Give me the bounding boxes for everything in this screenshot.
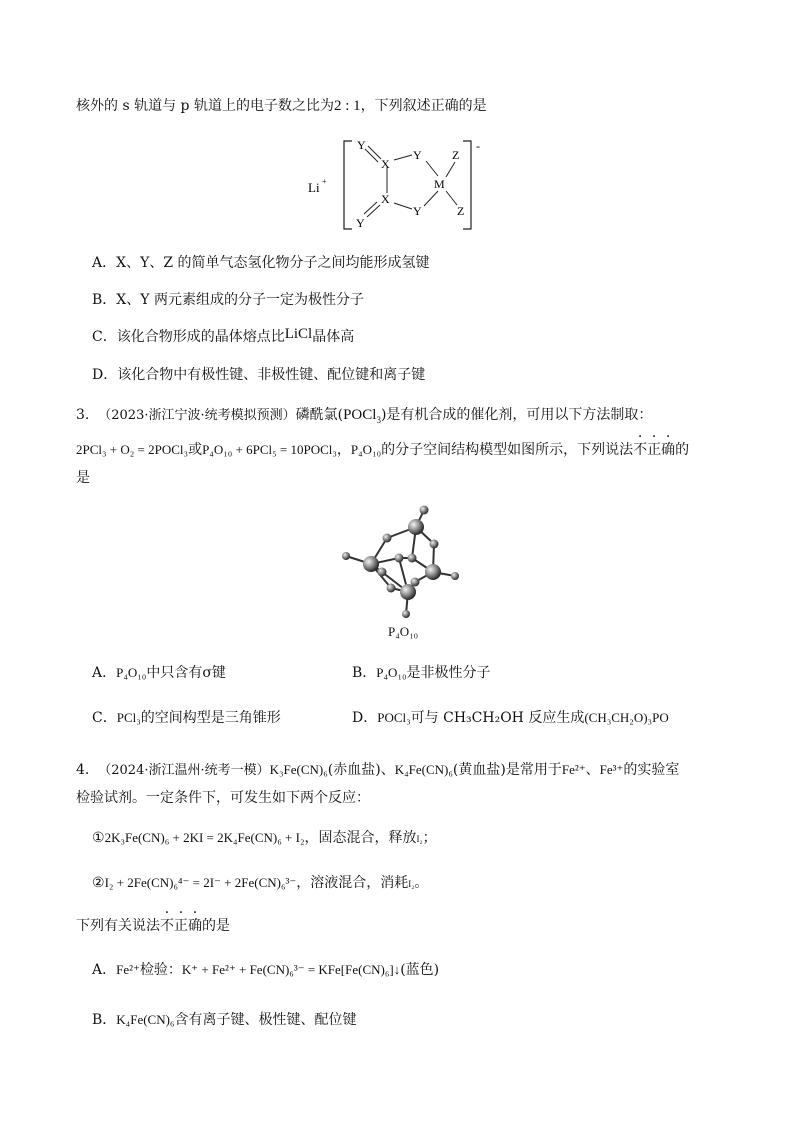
- q4-ion-2: Fe³⁺: [599, 762, 624, 777]
- option-formula: PCl₃: [116, 710, 141, 725]
- q2-stem-text: 核外的 s 轨道与 p 轨道上的电子数之比为: [76, 98, 334, 114]
- q4-number: 4.: [76, 762, 90, 778]
- atom-z1: Z: [452, 148, 460, 162]
- oxygen-atoms: [342, 506, 459, 619]
- bond-y-m: [426, 161, 438, 176]
- q3-or: 或: [188, 442, 203, 458]
- q4-formula-2: K₄Fe(CN)₆: [394, 762, 453, 777]
- q3-option-b[interactable]: [352, 663, 491, 683]
- option-text: 含有离子键、极性键、配位键: [174, 1012, 357, 1028]
- atom-x1: X: [381, 157, 390, 171]
- q3-intro-sub: 3: [376, 414, 381, 425]
- q4-line2: 检验试剂。一定条件下，可发生如下两个反应：: [76, 790, 370, 806]
- bond-y-m2: [424, 191, 438, 206]
- bond-x1-y: [394, 155, 412, 160]
- q2-structure-diagram: [0, 135, 800, 245]
- bond-x2-y: [394, 203, 412, 209]
- emph-char: 不: [633, 442, 648, 458]
- emph-char: 确: [188, 918, 202, 934]
- option-key: A．: [92, 962, 117, 978]
- emph-char: 正: [647, 442, 662, 458]
- option-text: 该化合物形成的晶体熔点比: [116, 329, 285, 345]
- option-formula: POCl₃: [377, 710, 411, 725]
- reaction-text: ，溶液混合，消耗: [296, 875, 409, 891]
- option-formula: P₄O₁₀: [376, 665, 407, 680]
- option-text: X、Y 两元素组成的分子一定为极性分子: [116, 292, 364, 308]
- option-key: D．: [92, 367, 118, 383]
- atom-y3: Y: [413, 204, 422, 218]
- option-text: 该化合物中有极性键、非极性键、配位键和离子键: [117, 367, 426, 383]
- reaction-number: ①: [92, 830, 105, 846]
- formula-licl: LiCl: [284, 326, 313, 342]
- atom-x2: X: [381, 192, 390, 206]
- atom-y1: Y: [357, 138, 366, 152]
- left-bracket: [344, 141, 352, 229]
- option-text: 可与 CH₃CH₂OH 反应生成: [410, 710, 585, 726]
- q4-name-3: 的实验室: [623, 762, 680, 778]
- option-key: B．: [92, 1012, 117, 1028]
- bond-m-z1: [446, 162, 455, 177]
- option-key: B．: [352, 665, 377, 681]
- q3-option-d[interactable]: [352, 708, 669, 728]
- option-text-after: 晶体高: [312, 329, 355, 345]
- q4-sep: 、: [585, 762, 600, 778]
- option-text: X、Y、Z 的简单气态氢化物分子之间均能形成氢键: [116, 255, 430, 271]
- q4-name-1: (赤血盐)、: [327, 762, 395, 778]
- q3-line2-end: 的: [675, 442, 690, 458]
- q3-header: [76, 405, 652, 430]
- q3-equation-2: P₄O₁₀ + 6PCl₅ = 10POCl₃: [202, 442, 337, 457]
- q4-source: （2024·浙江温州·统考一模）: [98, 763, 270, 778]
- option-formula: K₄Fe(CN)₆: [116, 1012, 175, 1027]
- reaction-equation: 2K₃Fe(CN)₆ + 2KI = 2K₄Fe(CN)₆ + I₂: [104, 830, 305, 845]
- atom-m: M: [434, 177, 445, 191]
- reaction-text: ，固态混合，释放: [304, 830, 417, 846]
- q3-equation-1: 2PCl₃ + O₂ = 2POCl₃: [76, 442, 189, 457]
- q4-reaction-1: [92, 828, 437, 849]
- reaction-tail: I₂: [416, 834, 423, 844]
- figure-caption: P₄O₁₀: [388, 624, 419, 639]
- q3-intro-formula: POCl: [343, 407, 377, 423]
- q4-reaction-2: [92, 873, 428, 894]
- q2-option-a[interactable]: [92, 253, 430, 273]
- option-note: (蓝色): [400, 962, 440, 978]
- q4-formula-1: K₃Fe(CN)₆: [269, 762, 328, 777]
- option-formula: P₄O₁₀: [116, 665, 147, 680]
- p4o10-molecule-model: [335, 500, 475, 620]
- atom-z2: Z: [457, 204, 465, 218]
- emph-char: 确: [661, 442, 676, 458]
- q4-header: [76, 760, 679, 781]
- q4-ask-end: 的是: [202, 918, 230, 934]
- q4-option-b[interactable]: [92, 1010, 356, 1030]
- bond-y-x2-b: [364, 202, 377, 214]
- option-formula-2: (CH₃CH₂O)₃PO: [584, 710, 669, 725]
- q3-source: （2023·浙江宁波·统考模拟预测）: [98, 408, 296, 423]
- option-key: A．: [92, 665, 117, 681]
- q3-line3-text: 是: [76, 470, 90, 486]
- q4-name-2: (黄血盐)是常用于: [452, 762, 562, 778]
- q3-line3: [76, 468, 90, 488]
- q2-option-c[interactable]: [92, 327, 354, 347]
- q3-p4o10: P₄O₁₀: [350, 442, 382, 457]
- li-charge: +: [322, 177, 327, 186]
- q2-ratio: 2 : 1: [333, 98, 361, 114]
- reaction-tail: I₂: [408, 879, 415, 889]
- bond-y-x2-a: [367, 205, 380, 217]
- emph-char: 正: [174, 918, 188, 934]
- q3-line2-text: 的分子空间结构模型如图所示，下列说法: [381, 442, 634, 458]
- q3-intro-b: )是有机合成的催化剂，可用以下方法制取：: [380, 407, 653, 423]
- q4-ask-text: 下列有关说法: [76, 918, 160, 934]
- reaction-equation: I₂ + 2Fe(CN)₆⁴⁻ = 2I⁻ + 2Fe(CN)₆³⁻: [104, 875, 297, 890]
- q3-option-c[interactable]: [92, 708, 281, 728]
- bond-y-x1-b: [365, 149, 378, 162]
- option-key: C．: [92, 710, 117, 726]
- q3-number: 3.: [76, 407, 90, 423]
- reaction-end: 。: [414, 875, 429, 891]
- q2-option-d[interactable]: [92, 365, 425, 385]
- atom-y2: Y: [413, 148, 422, 162]
- bond-m-z2: [446, 191, 457, 205]
- q3-intro-a: 磷酰氯(: [295, 407, 344, 423]
- q4-option-a[interactable]: [92, 960, 439, 980]
- q4-ask: [76, 916, 230, 936]
- q3-comma: ，: [336, 442, 351, 458]
- option-label: 检验：: [139, 962, 182, 978]
- emph-char: 不: [160, 918, 174, 934]
- q2-option-b[interactable]: [92, 290, 364, 310]
- option-equation: K⁺ + Fe²⁺ + Fe(CN)₆³⁻ = KFe[Fe(CN)₆]↓: [181, 962, 401, 977]
- atom-y4: Y: [356, 216, 365, 230]
- option-text: 是非极性分子: [406, 665, 491, 681]
- q3-option-a[interactable]: [92, 663, 226, 683]
- option-key: C．: [92, 329, 117, 345]
- option-text: 的空间构型是三角锥形: [140, 710, 281, 726]
- option-key: A．: [92, 255, 117, 271]
- option-key: B．: [92, 292, 117, 308]
- q3-line2: [76, 440, 689, 460]
- q4-ion-1: Fe²⁺: [561, 762, 586, 777]
- anion-charge: -: [476, 139, 480, 153]
- reaction-end: ；: [422, 830, 437, 846]
- option-text: 中只含有σ键: [146, 665, 226, 681]
- q2-stem: [76, 96, 487, 116]
- q2-stem-end: ，下列叙述正确的是: [360, 98, 487, 114]
- option-key: D．: [352, 710, 378, 726]
- li-cation: Li: [308, 180, 320, 195]
- option-ion: Fe²⁺: [116, 962, 140, 977]
- bond-y-x1-a: [368, 146, 381, 159]
- reaction-number: ②: [92, 875, 105, 891]
